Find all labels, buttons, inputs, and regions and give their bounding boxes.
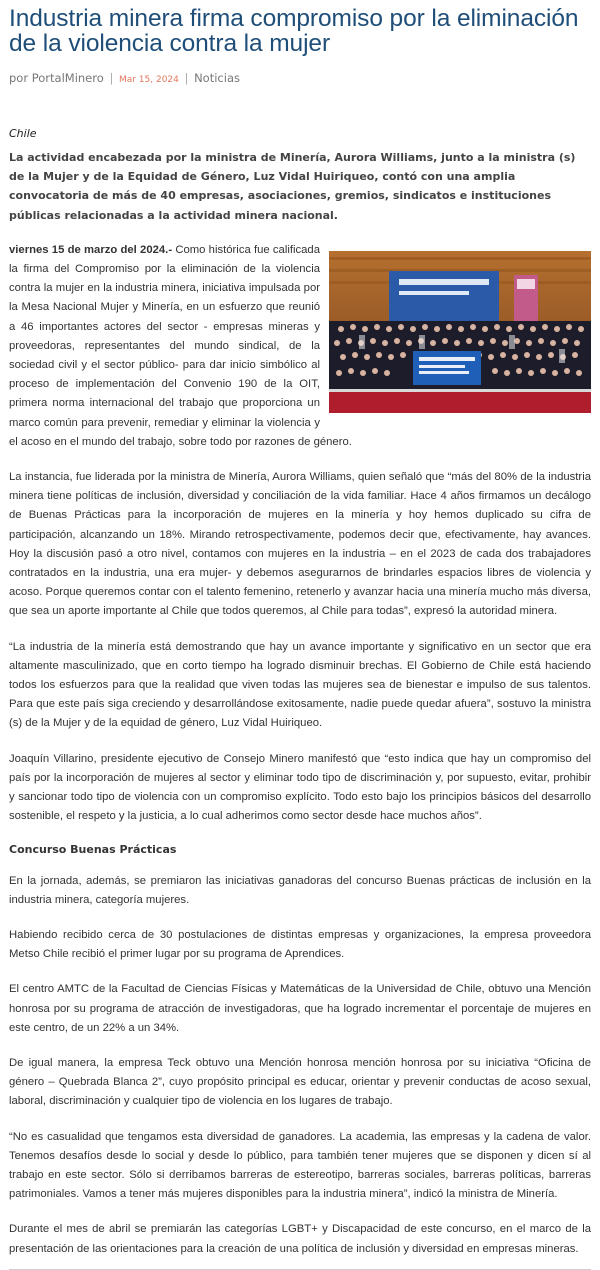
meta-separator: | bbox=[109, 71, 114, 85]
body-paragraph: El centro AMTC de la Facultad de Ciencias Físicas y Matemáticas de la Universidad de Chile, obtuvo una Mención honrosa por su programa de atracción de investigadoras, que ha logrado incrementar el porcentaje de mujeres en este centro, de un 22% a un 34%. bbox=[9, 983, 591, 1034]
body-paragraph: Joaquín Villarino, presidente ejecutivo de Consejo Minero manifestó que “esto indica que hay un compromiso del país por la incorporación de mujeres al sector y eliminar todo tipo de discriminación y, por supuesto, evitar, prohibir y sancionar todo tipo de violencia con un compromiso explícito. Todo esto bajo los principios básicos del desarrollo sostenible, el respeto y la justicia, a lo cual adherimos como sector desde hace muchos años”. bbox=[9, 752, 591, 823]
author-prefix: por bbox=[9, 71, 32, 85]
publish-date: Mar 15, 2024 bbox=[118, 75, 179, 85]
dateline: viernes 15 de marzo del 2024.- bbox=[9, 243, 173, 256]
body-paragraph: La instancia, fue liderada por la ministra de Minería, Aurora Williams, quien señaló que “más del 80% de la industria minera tiene políticas de inclusión, diversidad y conciliación de la vida familiar. Hace 4 años firmamos un decálogo de Buenas Prácticas para la incorporación de mujeres en la minería y hoy hemos duplicado su cifra de participación, alcanzando un 18%. Mirando retrospectivamente, podemos decir que, efectivamente, hay avances. Hoy la discusión pasó a otro nivel, contamos con mujeres en la industria – en el 2023 de cada dos trabajadores contratados en la industria, una era mujer- y debemos asegurarnos de brindarles espacios libres de violencia y acoso. Porque queremos contar con el talento femenino, retenerlo y avanzar hacia una minería mucho más diversa, que sea un aporte importante al Chile que todos queremos, al Chile para todas”, expresó la autoridad minera. bbox=[9, 471, 591, 618]
meta-separator: | bbox=[184, 71, 189, 85]
body-paragraph: De igual manera, la empresa Teck obtuvo una Mención honrosa mención honrosa por su iniciativa “Oficina de género – Quebrada Blanca 2”, cuyo propósito principal es educar, orientar y prevenir conductas de acoso sexual, laboral, discriminación y cualquier tipo de violencia en los lugares de trabajo. bbox=[9, 1056, 591, 1108]
body-paragraph: Durante el mes de abril se premiarán las categorías LGBT+ y Discapacidad de este concurso, en el marco de la presentación de las orientaciones para la creación de una política de inclusión y diversidad en empresas mineras. bbox=[9, 1223, 591, 1255]
body-paragraph: “No es casualidad que tengamos esta diversidad de ganadores. La academia, las empresas y la cadena de valor. Tenemos desafíos desde lo social y desde lo público, para también tener mujeres que se disponen y dicen sí al trabajo en este sector. Sólo si derribamos barreras de estereotipo, barreras sociales, barreras políticas, barreras patrimoniales. Vamos a tener más mujeres disponibles para la industria minera”, indicó la ministra de Minería. bbox=[9, 1130, 591, 1201]
group-photo-image bbox=[329, 251, 591, 413]
country-label: Chile bbox=[9, 127, 37, 140]
category-link[interactable]: Noticias bbox=[194, 71, 240, 85]
article-title: Industria minera firma compromiso por la eliminación de la violencia contra la mujer bbox=[9, 5, 579, 57]
body-paragraph: “La industria de la minería está demostrando que hay un avance importante y significativo en un sector que era altamente masculinizado, que en corto tiempo ha logrado disminuir brechas. El Gobierno de Chile está haciendo todos los esfuerzos para que la realidad que viven todas las mujeres sea de bienestar e impulso de sus talentos. Para que este país siga creciendo y desarrollándose exitosamente, nadie puede quedar afuera”, sostuvo la ministra (s) de la Mujer y de la equidad de género, Luz Vidal Huiriqueo. bbox=[9, 640, 591, 730]
section-subheading: Concurso Buenas Prácticas bbox=[9, 842, 177, 856]
first-paragraph-text: Como histórica fue calificada la firma del Compromiso por la eliminación de la violencia contra la mujer en la industria minera, iniciativa impulsada por la Mesa Nacional Mujer y Minería, en un esfuerzo que reunió a 46 importantes actores del sector - empresas mineras y proveedoras, representantes del mundo sindical, de la sociedad civil y el sector público- para dar inicio simbólico al proceso de implementación del Convenio 190 de la OIT, primera norma internacional del trabajo que proporciona un marco común para prevenir, remediar y eliminar la violencia y el acoso en el mundo del trabajo, sobre todo por razones de género. bbox=[9, 243, 352, 448]
article-meta bbox=[9, 71, 591, 85]
body-paragraph: Habiendo recibido cerca de 30 postulaciones de distintas empresas y organizaciones, la empresa proveedora Metso Chile recibió el primer lugar por su programa de Aprendices. bbox=[9, 928, 591, 961]
first-paragraph-block bbox=[9, 241, 591, 452]
author-link[interactable]: PortalMinero bbox=[31, 71, 104, 85]
body-paragraph: En la jornada, además, se premiaron las iniciativas ganadoras del concurso Buenas prácticas de inclusión en la industria minera, categoría mujeres. bbox=[9, 874, 591, 906]
lead-paragraph: La actividad encabezada por la ministra de Minería, Aurora Williams, junto a la ministra (s) de la Mujer y de la Equidad de Género, Luz Vidal Huiriqueo, contó con una amplia convocatoria de más de 40 empresas, asociaciones, gremios, sindicatos e instituciones públicas relacionadas a la actividad minera nacional. bbox=[9, 151, 576, 222]
group-photo-graphic bbox=[329, 251, 591, 413]
